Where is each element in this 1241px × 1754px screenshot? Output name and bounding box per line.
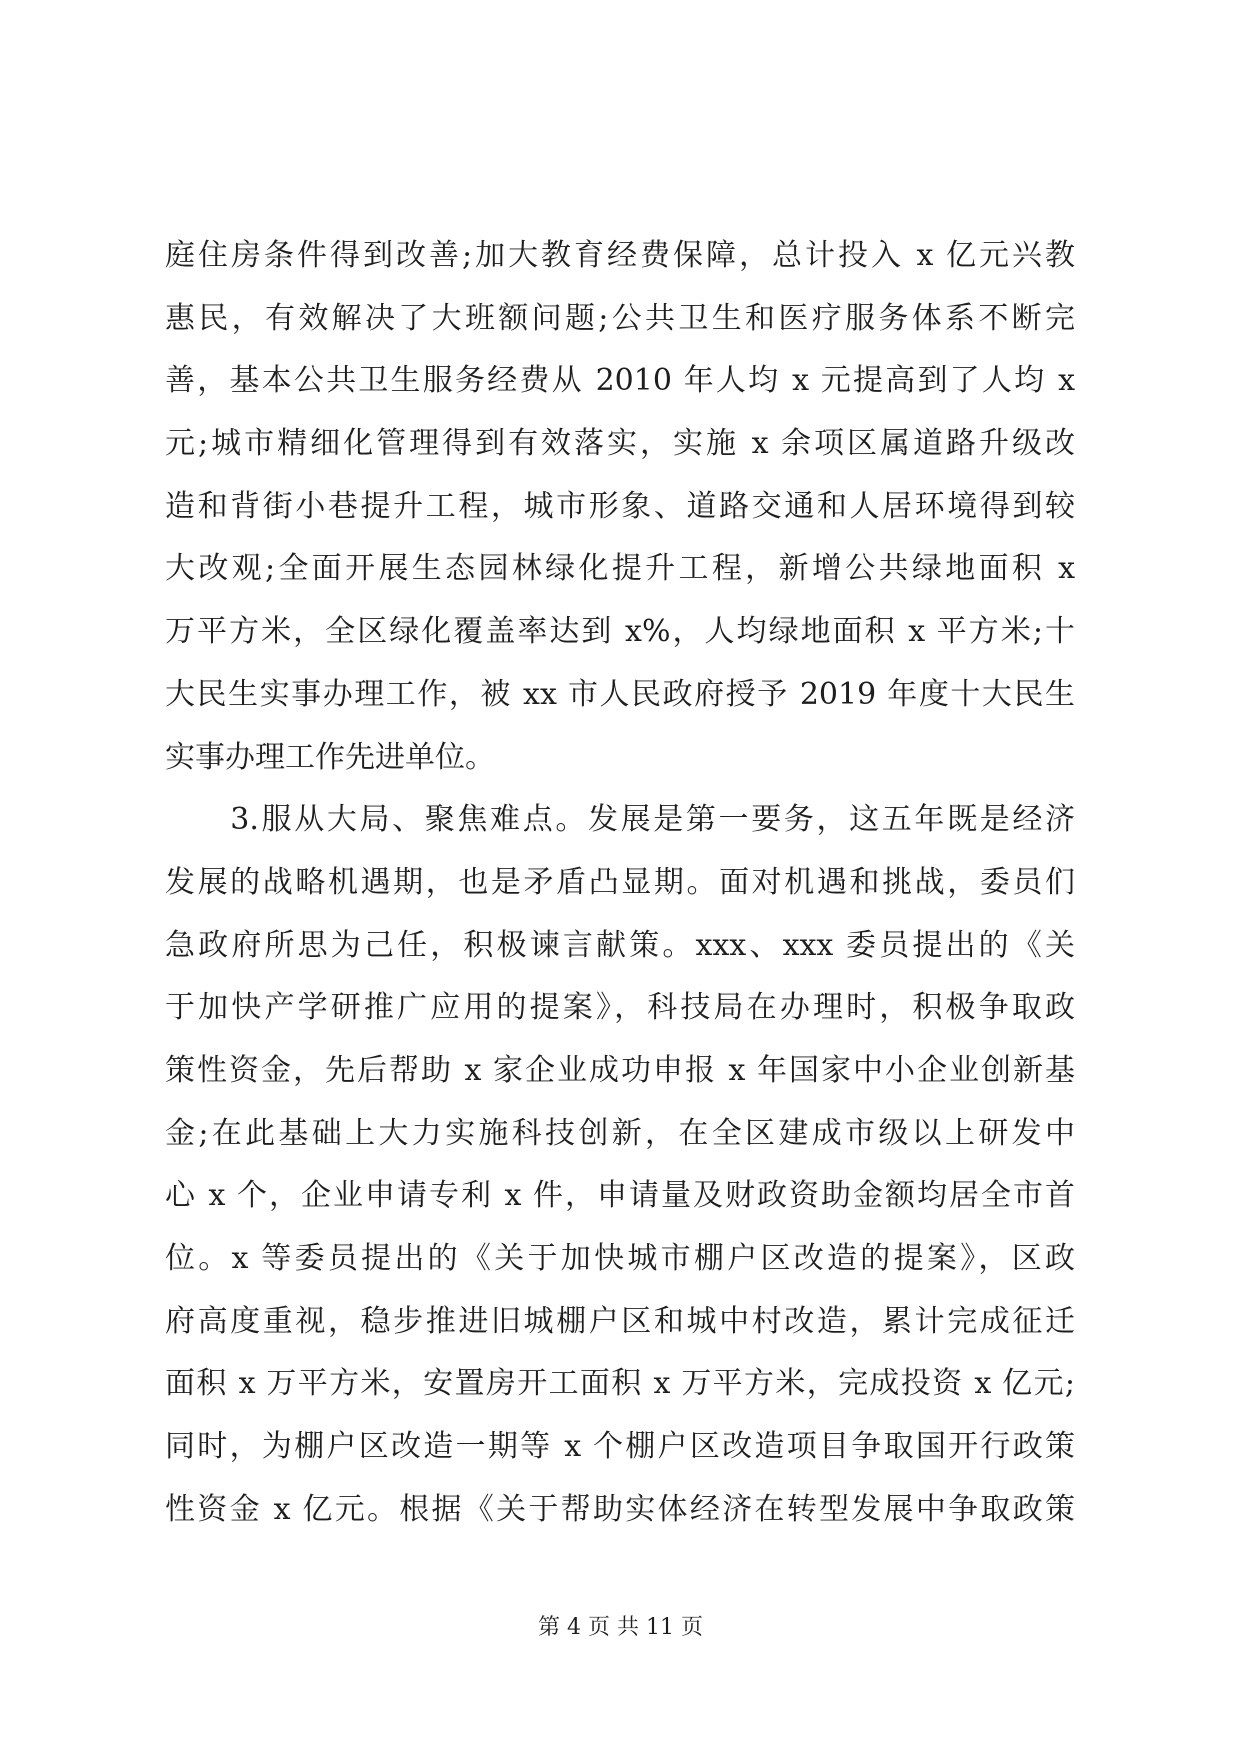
text-line-11: 发展的战略机遇期，也是矛盾凸显期。面对机遇和挑战，委员们 bbox=[165, 864, 1075, 900]
text-line-4: 元;城市精细化管理得到有效落实，实施 x 余项区属道路升级改 bbox=[165, 426, 1075, 462]
text-line-18: 府高度重视，稳步推进旧城棚户区和城中村改造，累计完成征迁 bbox=[165, 1303, 1075, 1339]
text-line-19: 面积 x 万平方米，安置房开工面积 x 万平方米，完成投资 x 亿元; bbox=[165, 1366, 1075, 1402]
text-line-20: 同时，为棚户区改造一期等 x 个棚户区改造项目争取国开行政策 bbox=[165, 1429, 1075, 1465]
text-line-17: 位。x 等委员提出的《关于加快城市棚户区改造的提案》，区政 bbox=[165, 1241, 1075, 1276]
page-number-footer: 第 4 页 共 11 页 bbox=[538, 1615, 703, 1640]
text-line-9: 实事办理工作先进单位。 bbox=[165, 739, 495, 775]
text-line-16: 心 x 个，企业申请专利 x 件，申请量及财政资助金额均居全市首 bbox=[165, 1178, 1075, 1214]
text-line-10: 3.服从大局、聚焦难点。发展是第一要务，这五年既是经济 bbox=[165, 802, 1075, 838]
text-line-6: 大改观;全面开展生态园林绿化提升工程，新增公共绿地面积 x bbox=[165, 551, 1075, 587]
text-line-8: 大民生实事办理工作，被 xx 市人民政府授予 2019 年度十大民生 bbox=[165, 676, 1075, 712]
body-text bbox=[165, 225, 1075, 1541]
text-line-13: 于加快产学研推广应用的提案》，科技局在办理时，积极争取政 bbox=[165, 990, 1075, 1026]
text-line-21: 性资金 x 亿元。根据《关于帮助实体经济在转型发展中争取政策 bbox=[165, 1491, 1075, 1527]
text-line-3: 善，基本公共卫生服务经费从 2010 年人均 x 元提高到了人均 x bbox=[165, 363, 1075, 399]
text-line-7: 万平方米，全区绿化覆盖率达到 x%，人均绿地面积 x 平方米;十 bbox=[165, 614, 1075, 650]
text-line-14: 策性资金，先后帮助 x 家企业成功申报 x 年国家中小企业创新基 bbox=[165, 1052, 1075, 1088]
text-line-12: 急政府所思为己任，积极谏言献策。xxx、xxx 委员提出的《关 bbox=[165, 927, 1075, 963]
text-line-2: 惠民，有效解决了大班额问题;公共卫生和医疗服务体系不断完 bbox=[165, 300, 1075, 336]
text-line-5: 造和背街小巷提升工程，城市形象、道路交通和人居环境得到较 bbox=[165, 488, 1075, 524]
text-line-15: 金;在此基础上大力实施科技创新，在全区建成市级以上研发中 bbox=[165, 1115, 1075, 1151]
text-line-1: 庭住房条件得到改善;加大教育经费保障，总计投入 x 亿元兴教 bbox=[165, 238, 1075, 273]
